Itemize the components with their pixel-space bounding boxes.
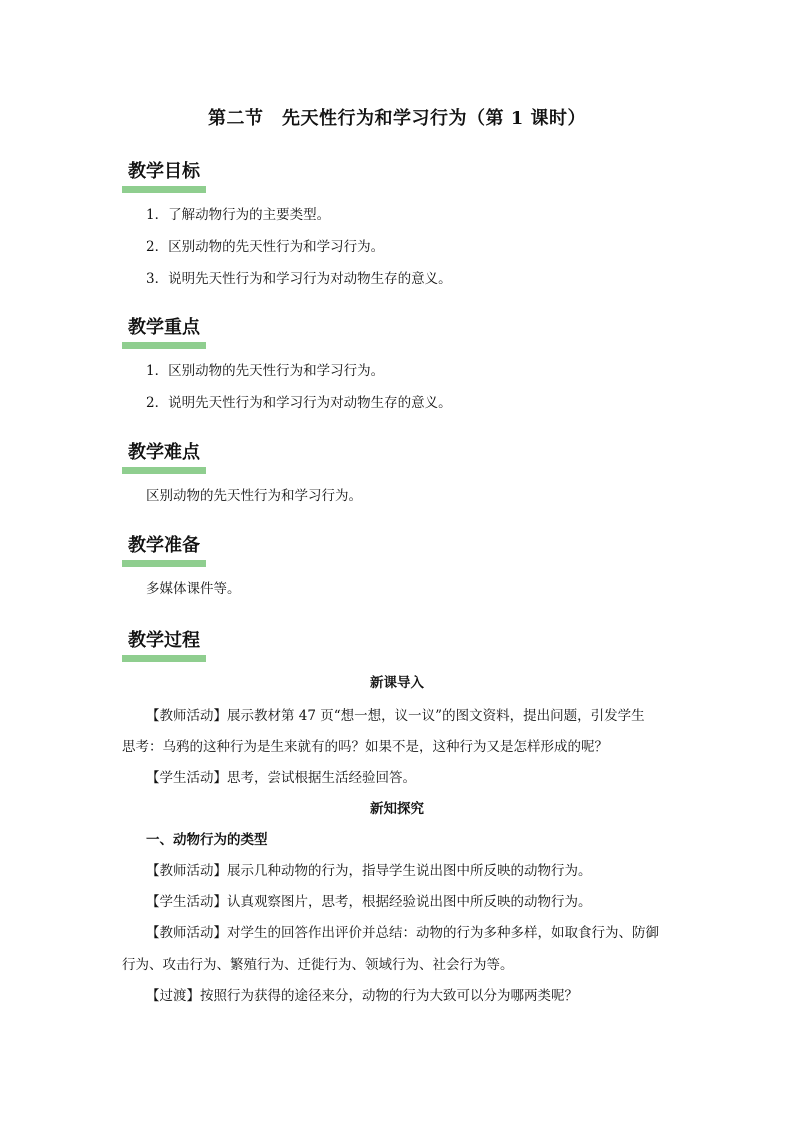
paragraph-teacher-2-line-1: 【教师活动】对学生的回答作出评价并总结：动物的行为多种多样，如取食行为、防御 [146, 925, 659, 941]
explore-title: 新知探究 [370, 801, 424, 817]
goal-item-1: 1．了解动物行为的主要类型。 [146, 207, 331, 223]
section-heading-preparation: 教学准备 [122, 534, 206, 567]
section-heading-goals: 教学目标 [122, 160, 206, 193]
intro-title: 新课导入 [370, 675, 424, 691]
goal-item-2: 2．区别动物的先天性行为和学习行为。 [146, 239, 385, 255]
key-point-item-1: 1．区别动物的先天性行为和学习行为。 [146, 363, 385, 379]
paragraph-transition: 【过渡】按照行为获得的途径来分，动物的行为大致可以分为哪两类呢？ [146, 988, 578, 1004]
paragraph-teacher-1: 【教师活动】展示几种动物的行为，指导学生说出图中所反映的动物行为。 [146, 863, 592, 879]
intro-student: 【学生活动】思考，尝试根据生活经验回答。 [146, 770, 416, 786]
paragraph-teacher-2-line-2: 行为、攻击行为、繁殖行为、迁徙行为、领域行为、社会行为等。 [122, 957, 514, 973]
intro-teacher-line-2: 思考：乌鸦的这种行为是生来就有的吗？如果不是，这种行为又是怎样形成的呢？ [122, 739, 608, 755]
section-heading-difficulties: 教学难点 [122, 441, 206, 474]
page-title: 第二节 先天性行为和学习行为（第 1 课时） [207, 108, 587, 129]
paragraph-student-1: 【学生活动】认真观察图片，思考，根据经验说出图中所反映的动物行为。 [146, 894, 592, 910]
key-point-item-2: 2．说明先天性行为和学习行为对动物生存的意义。 [146, 395, 452, 411]
section-heading-process: 教学过程 [122, 629, 206, 662]
goal-item-3: 3．说明先天性行为和学习行为对动物生存的意义。 [146, 271, 452, 287]
section-heading-key-points: 教学重点 [122, 316, 206, 349]
preparation-text: 多媒体课件等。 [146, 581, 241, 597]
intro-teacher-line-1: 【教师活动】展示教材第 47 页“想一想，议一议”的图文资料，提出问题，引发学生 [146, 708, 645, 724]
subsection-title-behavior-types: 一、动物行为的类型 [146, 832, 268, 848]
difficulties-text: 区别动物的先天性行为和学习行为。 [146, 488, 362, 504]
